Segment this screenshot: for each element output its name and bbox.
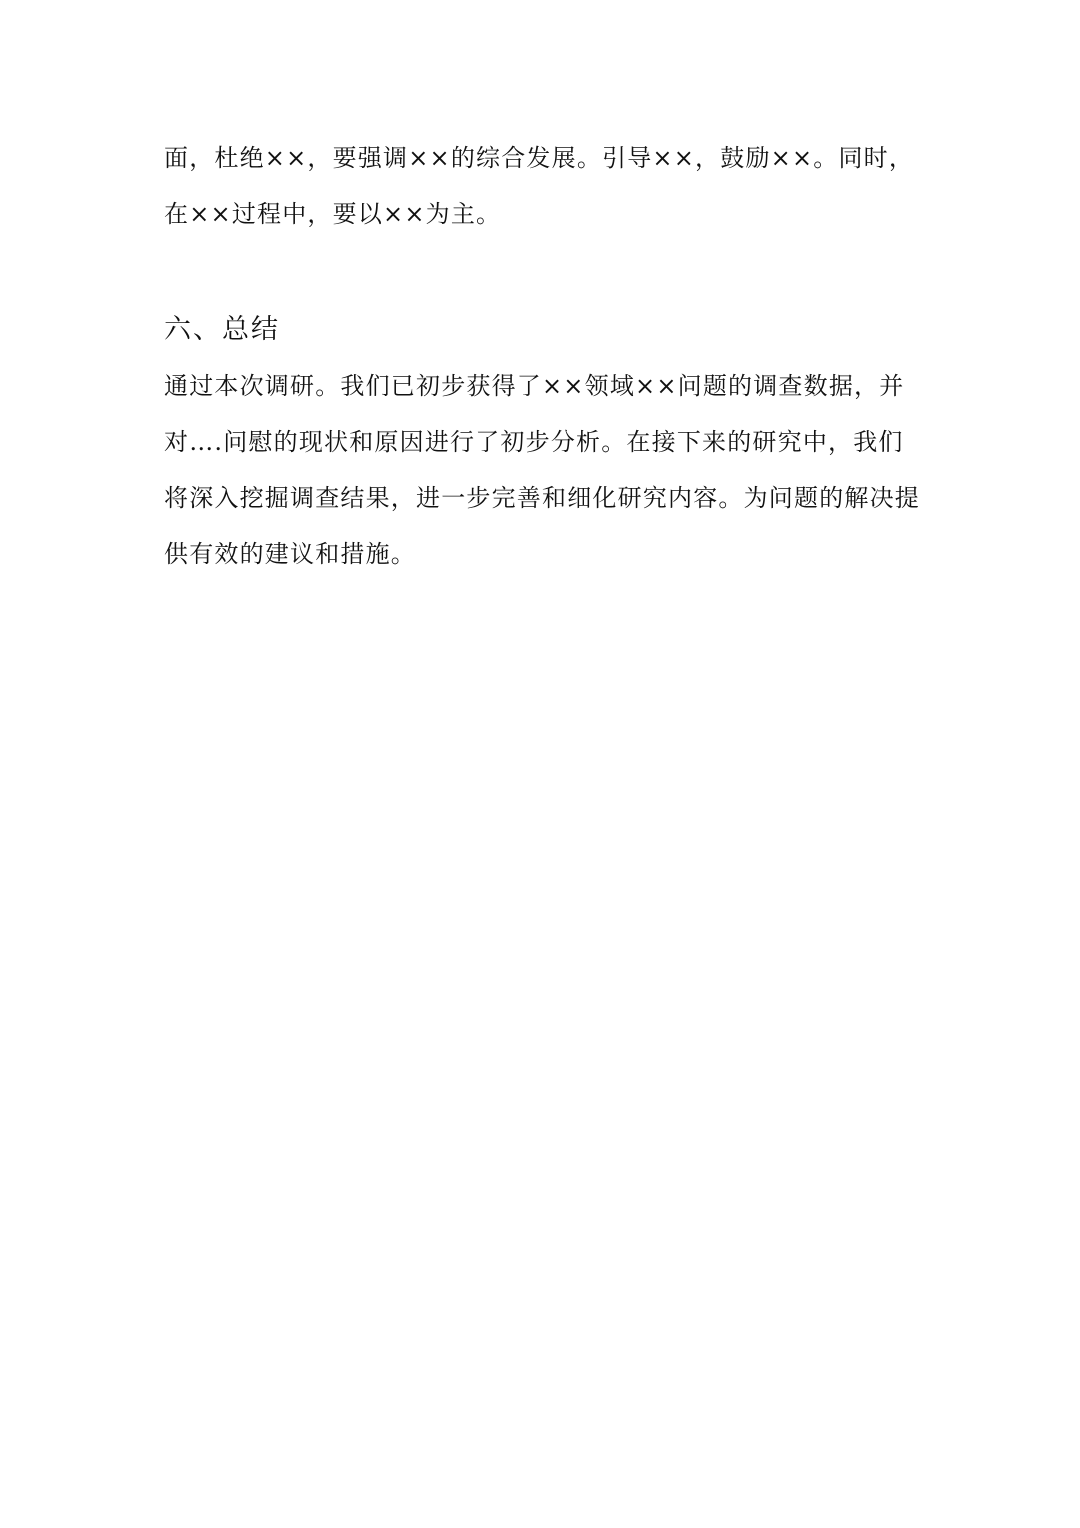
paragraph-line: 通过本次调研。我们已初步获得了××领域××问题的调查数据，并 — [164, 372, 905, 400]
paragraph-line: 在××过程中，要以××为主。 — [164, 200, 502, 228]
paragraph-line: 对….问慰的现状和原因进行了初步分析。在接下来的研究中，我们 — [164, 428, 904, 456]
paragraph-line: 供有效的建议和措施。 — [164, 540, 416, 568]
continued-paragraph — [164, 130, 924, 242]
paragraph-line: 面，杜绝××，要强调××的综合发展。引导××，鼓励××。同时， — [164, 144, 915, 172]
summary-paragraph — [164, 358, 924, 582]
section-heading-summary: 六、总结 — [164, 314, 280, 345]
paragraph-line: 将深入挖掘调查结果，进一步完善和细化研究内容。为问题的解决提 — [164, 484, 920, 512]
